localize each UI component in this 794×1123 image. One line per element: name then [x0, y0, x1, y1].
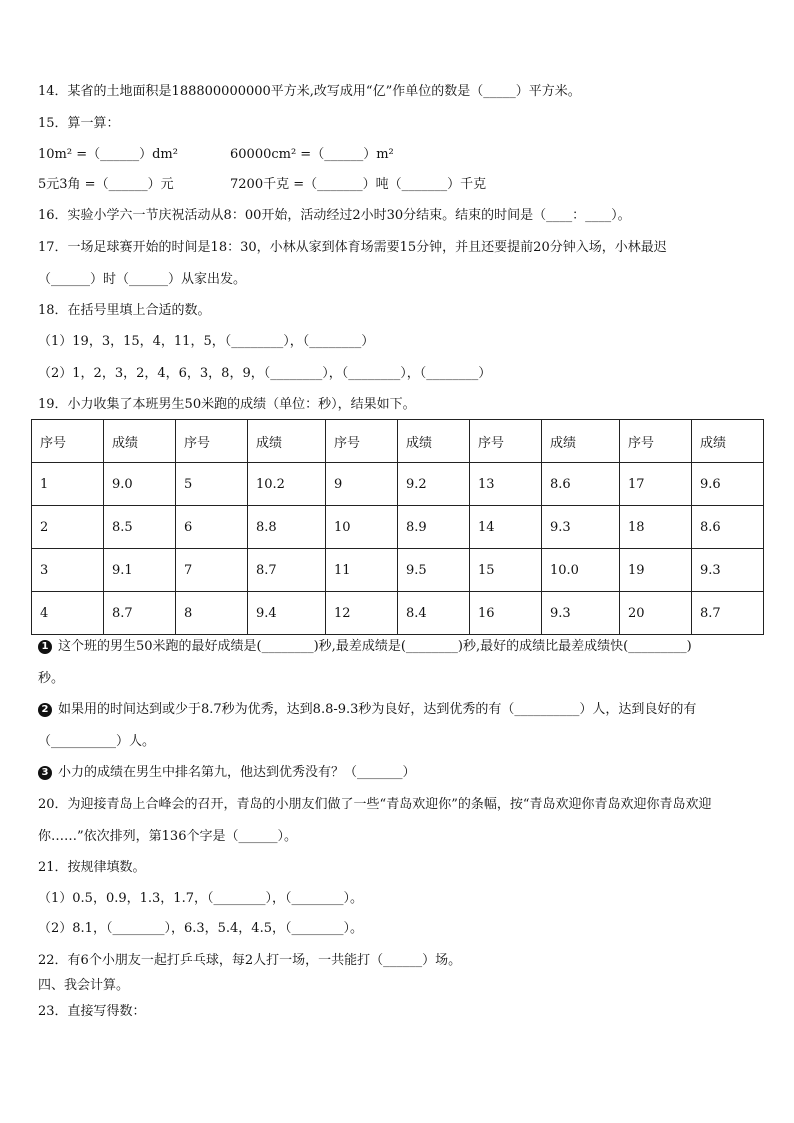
table-cell: 8.6 [691, 506, 763, 549]
table-cell: 8.4 [397, 592, 469, 635]
table-cell: 2 [32, 506, 104, 549]
table-cell: 8.5 [103, 506, 175, 549]
table-row [32, 463, 764, 506]
table-cell: 9.3 [541, 506, 619, 549]
table-row [32, 549, 764, 592]
table-header-row [32, 420, 764, 463]
table-cell: 14 [469, 506, 541, 549]
table-cell: 8.9 [397, 506, 469, 549]
table-cell: 11 [325, 549, 397, 592]
q23: 23．直接写得数： [38, 1004, 146, 1019]
table-cell: 8.8 [247, 506, 325, 549]
table-cell: 5 [175, 463, 247, 506]
table-cell: 20 [619, 592, 691, 635]
table-cell: 10.0 [541, 549, 619, 592]
table-cell: 18 [619, 506, 691, 549]
table-cell: 12 [325, 592, 397, 635]
table-cell: 9.2 [397, 463, 469, 506]
q15-title: 15．算一算： [38, 116, 120, 131]
table-cell: 15 [469, 549, 541, 592]
q21-title: 21．按规律填数。 [38, 860, 146, 875]
table-header-cell: 序号 [325, 420, 397, 463]
circled-number-1: 1 [38, 640, 52, 654]
q18-s2: （2）1，2，3，2，4，6，3，8，9，（________），（________），（________） [38, 366, 492, 381]
table-header-cell: 序号 [619, 420, 691, 463]
q17-line1: 17．一场足球赛开始的时间是18：30，小林从家到体育场需要15分钟，并且还要提前20分钟入场，小林最迟 [38, 240, 667, 255]
q19-part1-text: 这个班的男生50米跑的最好成绩是(________)秒,最差成绩是(________)秒,最好的成绩比最差成绩快(_________) [58, 639, 692, 654]
circled-number-3: 3 [38, 766, 52, 780]
table-cell: 17 [619, 463, 691, 506]
table-cell: 6 [175, 506, 247, 549]
table-header-cell: 成绩 [247, 420, 325, 463]
table-cell: 8.6 [541, 463, 619, 506]
q17-line2: （______）时（______）从家出发。 [38, 272, 247, 287]
table-header-cell: 序号 [175, 420, 247, 463]
table-cell: 16 [469, 592, 541, 635]
table-cell: 4 [32, 592, 104, 635]
q21-s1: （1）0.5，0.9，1.3，1.7，（________），（________）。 [38, 891, 363, 906]
table-header-cell: 序号 [469, 420, 541, 463]
q15-b: 60000cm² =（______）m² [230, 147, 394, 162]
q14: 14．某省的土地面积是188800000000平方米,改写成用“亿”作单位的数是（_____）平方米。 [38, 84, 581, 99]
table-cell: 9.5 [397, 549, 469, 592]
table-cell: 9 [325, 463, 397, 506]
q21-s2: （2）8.1，（________），6.3，5.4，4.5，（________）。 [38, 921, 363, 936]
table-cell: 13 [469, 463, 541, 506]
table-cell: 8 [175, 592, 247, 635]
table-cell: 9.3 [541, 592, 619, 635]
table-header-cell: 序号 [32, 420, 104, 463]
scores-table [31, 419, 764, 635]
table-header-cell: 成绩 [541, 420, 619, 463]
q20-line2: 你……”依次排列，第136个字是（______）。 [38, 829, 297, 844]
q19-title: 19．小力收集了本班男生50米跑的成绩（单位：秒），结果如下。 [38, 397, 416, 412]
circled-number-2: 2 [38, 703, 52, 717]
q19-part3-text: 小力的成绩在男生中排名第九，他达到优秀没有？（_______） [58, 765, 416, 780]
q15-a: 10m² =（______）dm² [38, 147, 178, 162]
table-cell: 7 [175, 549, 247, 592]
q19-part1-line1 [38, 639, 692, 655]
q22: 22．有6个小朋友一起打乒乓球，每2人打一场，一共能打（______）场。 [38, 953, 462, 968]
table-cell: 9.4 [247, 592, 325, 635]
table-cell: 9.3 [691, 549, 763, 592]
table-cell: 3 [32, 549, 104, 592]
q20-line1: 20．为迎接青岛上合峰会的召开，青岛的小朋友们做了一些“青岛欢迎你”的条幅，按“青岛欢迎你青岛欢迎你青岛欢迎 [38, 797, 712, 812]
table-header-cell: 成绩 [691, 420, 763, 463]
q15-d: 7200千克 =（_______）吨（_______）千克 [230, 177, 487, 192]
q19-part2-text: 如果用的时间达到或少于8.7秒为优秀，达到8.8-9.3秒为良好，达到优秀的有（__________）人，达到良好的有 [58, 702, 697, 717]
table-cell: 10.2 [247, 463, 325, 506]
table-cell: 9.1 [103, 549, 175, 592]
table-cell: 19 [619, 549, 691, 592]
q19-part1-line2: 秒。 [38, 671, 65, 686]
table-cell: 10 [325, 506, 397, 549]
table-cell: 8.7 [691, 592, 763, 635]
table-cell: 8.7 [247, 549, 325, 592]
table-row [32, 592, 764, 635]
table-row [32, 506, 764, 549]
q16: 16．实验小学六一节庆祝活动从8：00开始，活动经过2小时30分结束。结束的时间是（____：____）。 [38, 208, 631, 223]
table-header-cell: 成绩 [103, 420, 175, 463]
q18-s1: （1）19，3，15，4，11，5，（________），（________） [38, 334, 375, 349]
table-cell: 9.0 [103, 463, 175, 506]
table-cell: 9.6 [691, 463, 763, 506]
table-header-cell: 成绩 [397, 420, 469, 463]
q19-part2-line2: （__________）人。 [38, 734, 156, 749]
section-4-heading: 四、我会计算。 [38, 978, 130, 993]
table-cell: 1 [32, 463, 104, 506]
q19-part3-line1 [38, 765, 416, 781]
q18-title: 18．在括号里填上合适的数。 [38, 303, 211, 318]
table-cell: 8.7 [103, 592, 175, 635]
q15-c: 5元3角 =（______）元 [38, 177, 174, 192]
q19-part2-line1 [38, 702, 696, 718]
